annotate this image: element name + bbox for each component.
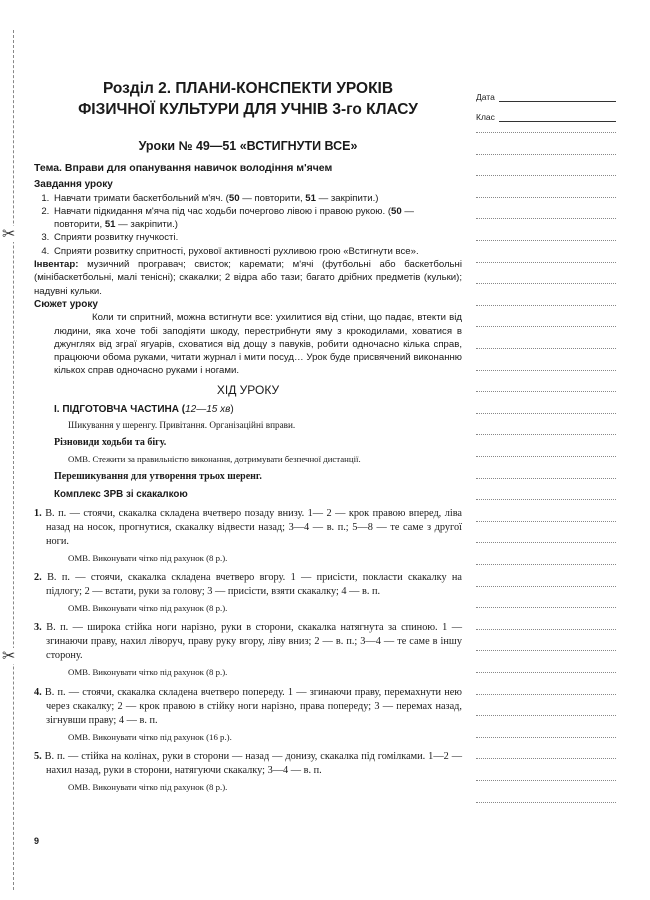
note-line (476, 564, 616, 565)
note-line (476, 218, 616, 219)
task-item: 1. Навчати тримати баскетбольний м'яч. (50 — повторити, 51 — закріпити.) (52, 192, 462, 205)
note-line (476, 175, 616, 176)
part-1-time: 12—15 хв (185, 404, 231, 416)
section-title-line-1: Розділ 2. ПЛАНИ-КОНСПЕКТИ УРОКІВ (102, 80, 394, 97)
omv-note: ОМВ. Виконувати чітко під рахунок (8 р.). (68, 667, 228, 678)
omv-note: ОМВ. Виконувати чітко під рахунок (16 р.). (68, 731, 232, 742)
scissors-icon: ✂ (2, 224, 16, 243)
note-line (476, 413, 616, 414)
lesson-title: Уроки № 49—51 «ВСТИГНУТИ ВСЕ» (138, 139, 358, 153)
note-line (476, 802, 616, 803)
class-line (499, 112, 616, 122)
exercise-item: 2. В. п. — стоячи, скакалка складена вчетверо вгору. 1 — присісти, покласти скакалку на підлогу; 2 — встати, руки за голову; 3 — присісти, взяти скакалку; 4 — в. п. (34, 572, 463, 598)
note-line (476, 542, 616, 543)
note-line (476, 672, 616, 673)
note-line (476, 650, 616, 651)
section-title (34, 78, 462, 120)
note-line (476, 283, 616, 284)
omv-note: ОМВ. Стежити за правильністю виконання, дотримувати безпечної дистанції. (68, 453, 361, 464)
note-line (476, 132, 616, 133)
task-item: 2. Навчати підкидання м'яча під час ходьби почергово лівою і правою рукою. (50 — повторити, 51 — закріпити.) (52, 205, 462, 232)
cut-line (13, 30, 14, 890)
note-line (476, 607, 616, 608)
note-line (476, 694, 616, 695)
note-line (476, 434, 616, 435)
note-line (476, 370, 616, 371)
exercise-item: 5. В. п. — стійка на колінах, руки в сторони — назад — донизу, скакалка під гомілками. 1—2 — нахил назад, руки в сторони, натягуючи скакалку; 3—4 — в. п. (34, 751, 462, 777)
plot-heading: Сюжет уроку (34, 298, 98, 310)
section-title-line-2: ФІЗИЧНОЇ КУЛЬТУРИ ДЛЯ УЧНІВ 3-го КЛАСУ (78, 101, 418, 118)
note-line (476, 478, 616, 479)
note-line (476, 326, 616, 327)
note-line (476, 197, 616, 198)
note-line (476, 586, 616, 587)
exercise-item: 1. В. п. — стоячи, скакалка складена вчетверо позаду внизу. 1— 2 — крок правою вперед, ліва назад на носок, прогнутися, скакалку відвести назад; 3—4 — в. п.; 5—8 — те саме з другої ноги. (34, 507, 462, 547)
lesson-body (34, 162, 462, 798)
course-heading: ХІД УРОКУ (216, 382, 280, 397)
exercise-item: 3. В. п. — широка стійка ноги нарізно, руки в сторони, скакалка натягнута за спиною. 1 — згинаючи праву, нахил ліворуч, праву руку вгору, ліву вниз; 2 — в. п.; 3—4 — те саме в іншу сторону. (34, 622, 462, 662)
date-line (499, 92, 616, 102)
class-label: Клас (476, 112, 495, 122)
page-number: 9 (34, 836, 40, 846)
note-line (476, 521, 616, 522)
lesson-theme: Тема. Вправи для опанування навичок володіння м'ячем (34, 162, 333, 174)
note-line (476, 262, 616, 263)
note-line (476, 456, 616, 457)
date-field[interactable] (476, 82, 616, 102)
note-line (476, 715, 616, 716)
rebuild-heading: Перешикування для утворення трьох шеренг. (54, 471, 262, 483)
note-line (476, 391, 616, 392)
omv-note: ОМВ. Виконувати чітко під рахунок (8 р.). (68, 603, 228, 614)
date-label: Дата (476, 92, 495, 102)
complex-heading: Комплекс ЗРВ зі скакалкою (54, 488, 188, 500)
omv-note: ОМВ. Виконувати чітко під рахунок (8 р.). (68, 552, 228, 563)
note-line (476, 629, 616, 630)
task-item: 3. Сприяти розвитку гнучкості. (52, 231, 462, 244)
inventory-text: музичний програвач; свисток; каремати; м'ячі (футбольні або баскетбольні (мінібаскетбольні, малі тенісні); скакалки; 2 відра або тази; багато дрібних предметів (кульки); надувні кульки. (34, 259, 462, 297)
note-line (476, 154, 616, 155)
walk-heading: Різновиди ходьби та бігу. (54, 436, 167, 448)
inventory (34, 258, 462, 298)
omv-note: ОМВ. Виконувати чітко під рахунок (8 р.). (68, 782, 228, 793)
side-notes (476, 82, 616, 122)
inventory-label: Інвентар: (34, 259, 79, 271)
note-line (476, 305, 616, 306)
note-line (476, 758, 616, 759)
part-1-heading: І. ПІДГОТОВЧА ЧАСТИНА (12—15 хв) (54, 404, 234, 416)
note-line (476, 240, 616, 241)
task-item: 4. Сприяти розвитку спритності, рухової активності рухливою грою «Встигнути все». (52, 245, 462, 258)
note-line (476, 499, 616, 500)
tasks-heading: Завдання уроку (34, 179, 113, 191)
tasks-list (34, 192, 462, 258)
class-field[interactable] (476, 102, 616, 122)
note-line (476, 348, 616, 349)
plot-text: Коли ти спритний, можна встигнути все: ухилитися від стіни, що падає, втекти від людини, яка хоче тобі заподіяти шкоду, перестрибнути яму з крокодилами, ховатися в джунглях від зграї ягуарів, сховатися від дощу з павуків, робити одночасно кілька справ, працюючи обома руками, читати журнал і мити посуд… Урок буде присвячений виконанню кількох справ одночасно руками і ногами. (54, 312, 462, 377)
note-line (476, 737, 616, 738)
scissors-icon: ✂ (2, 646, 16, 665)
line-build: Шикування у шеренгу. Привітання. Організаційні вправи. (68, 420, 296, 431)
exercise-item: 4. В. п. — стоячи, скакалка складена вчетверо попереду. 1 — згинаючи праву, перемахнути нею через скакалку; 2 — крок правою в стійку ноги нарізно, права попереду; 3 — перемах назад, зігнувши праву; 4 — в. п. (34, 686, 462, 726)
note-line (476, 780, 616, 781)
